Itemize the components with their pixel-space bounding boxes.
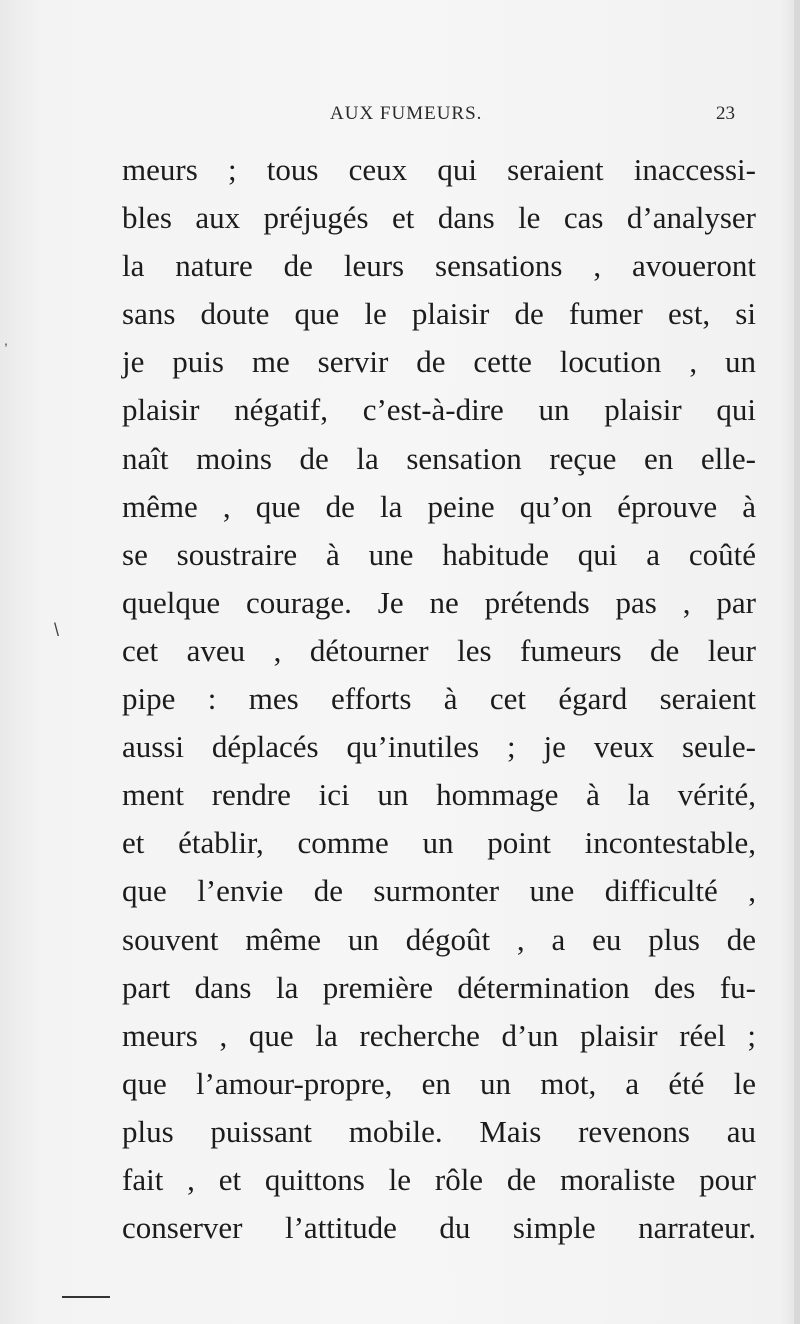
text-line: meurs , que la recherche d’un plaisir réel ;	[122, 1017, 756, 1053]
text-line: cet aveu , détourner les fumeurs de leur	[122, 632, 756, 668]
text-line: meurs ; tous ceux qui seraient inaccessi-	[122, 152, 756, 187]
text-line: que l’envie de surmonter une difficulté ,	[122, 873, 756, 909]
text-line: se soustraire à une habitude qui a coûté	[122, 536, 756, 572]
text-line: ment rendre ici un hommage à la vérité,	[122, 777, 756, 813]
text-line: plus puissant mobile. Mais revenons au	[122, 1113, 756, 1149]
text-line: même , que de la peine qu’on éprouve à	[122, 488, 756, 524]
text-line: je puis me servir de cette locution , un	[122, 344, 756, 380]
text-line: fait , et quittons le rôle de moraliste pour	[122, 1161, 756, 1197]
text-line: plaisir négatif, c’est-à-dire un plaisir qui	[122, 392, 756, 428]
text-line: bles aux préjugés et dans le cas d’analyser	[122, 200, 756, 236]
text-line: naît moins de la sensation reçue en elle-	[122, 440, 756, 476]
text-line: la nature de leurs sensations , avoueront	[122, 248, 756, 284]
text-line: conserver l’attitude du simple narrateur.	[122, 1210, 756, 1246]
page-header	[0, 103, 800, 133]
text-line: pipe : mes efforts à cet égard seraient	[122, 681, 756, 717]
text-line: que l’amour-propre, en un mot, a été le	[122, 1065, 756, 1101]
margin-mark: ,	[4, 332, 8, 348]
margin-mark: \	[54, 620, 60, 640]
text-line: et établir, comme un point incontestable,	[122, 825, 756, 861]
text-line: souvent même un dégoût , a eu plus de	[122, 921, 756, 957]
text-line: aussi déplacés qu’inutiles ; je veux seule-	[122, 729, 756, 765]
page-number: 23	[716, 103, 735, 124]
text-line: sans doute que le plaisir de fumer est, si	[122, 296, 756, 332]
margin-dash	[62, 1296, 110, 1298]
body-text	[122, 146, 756, 1252]
text-line: part dans la première détermination des fu-	[122, 969, 756, 1005]
text-line: quelque courage. Je ne prétends pas , par	[122, 584, 756, 620]
running-head: AUX FUMEURS.	[330, 103, 483, 124]
